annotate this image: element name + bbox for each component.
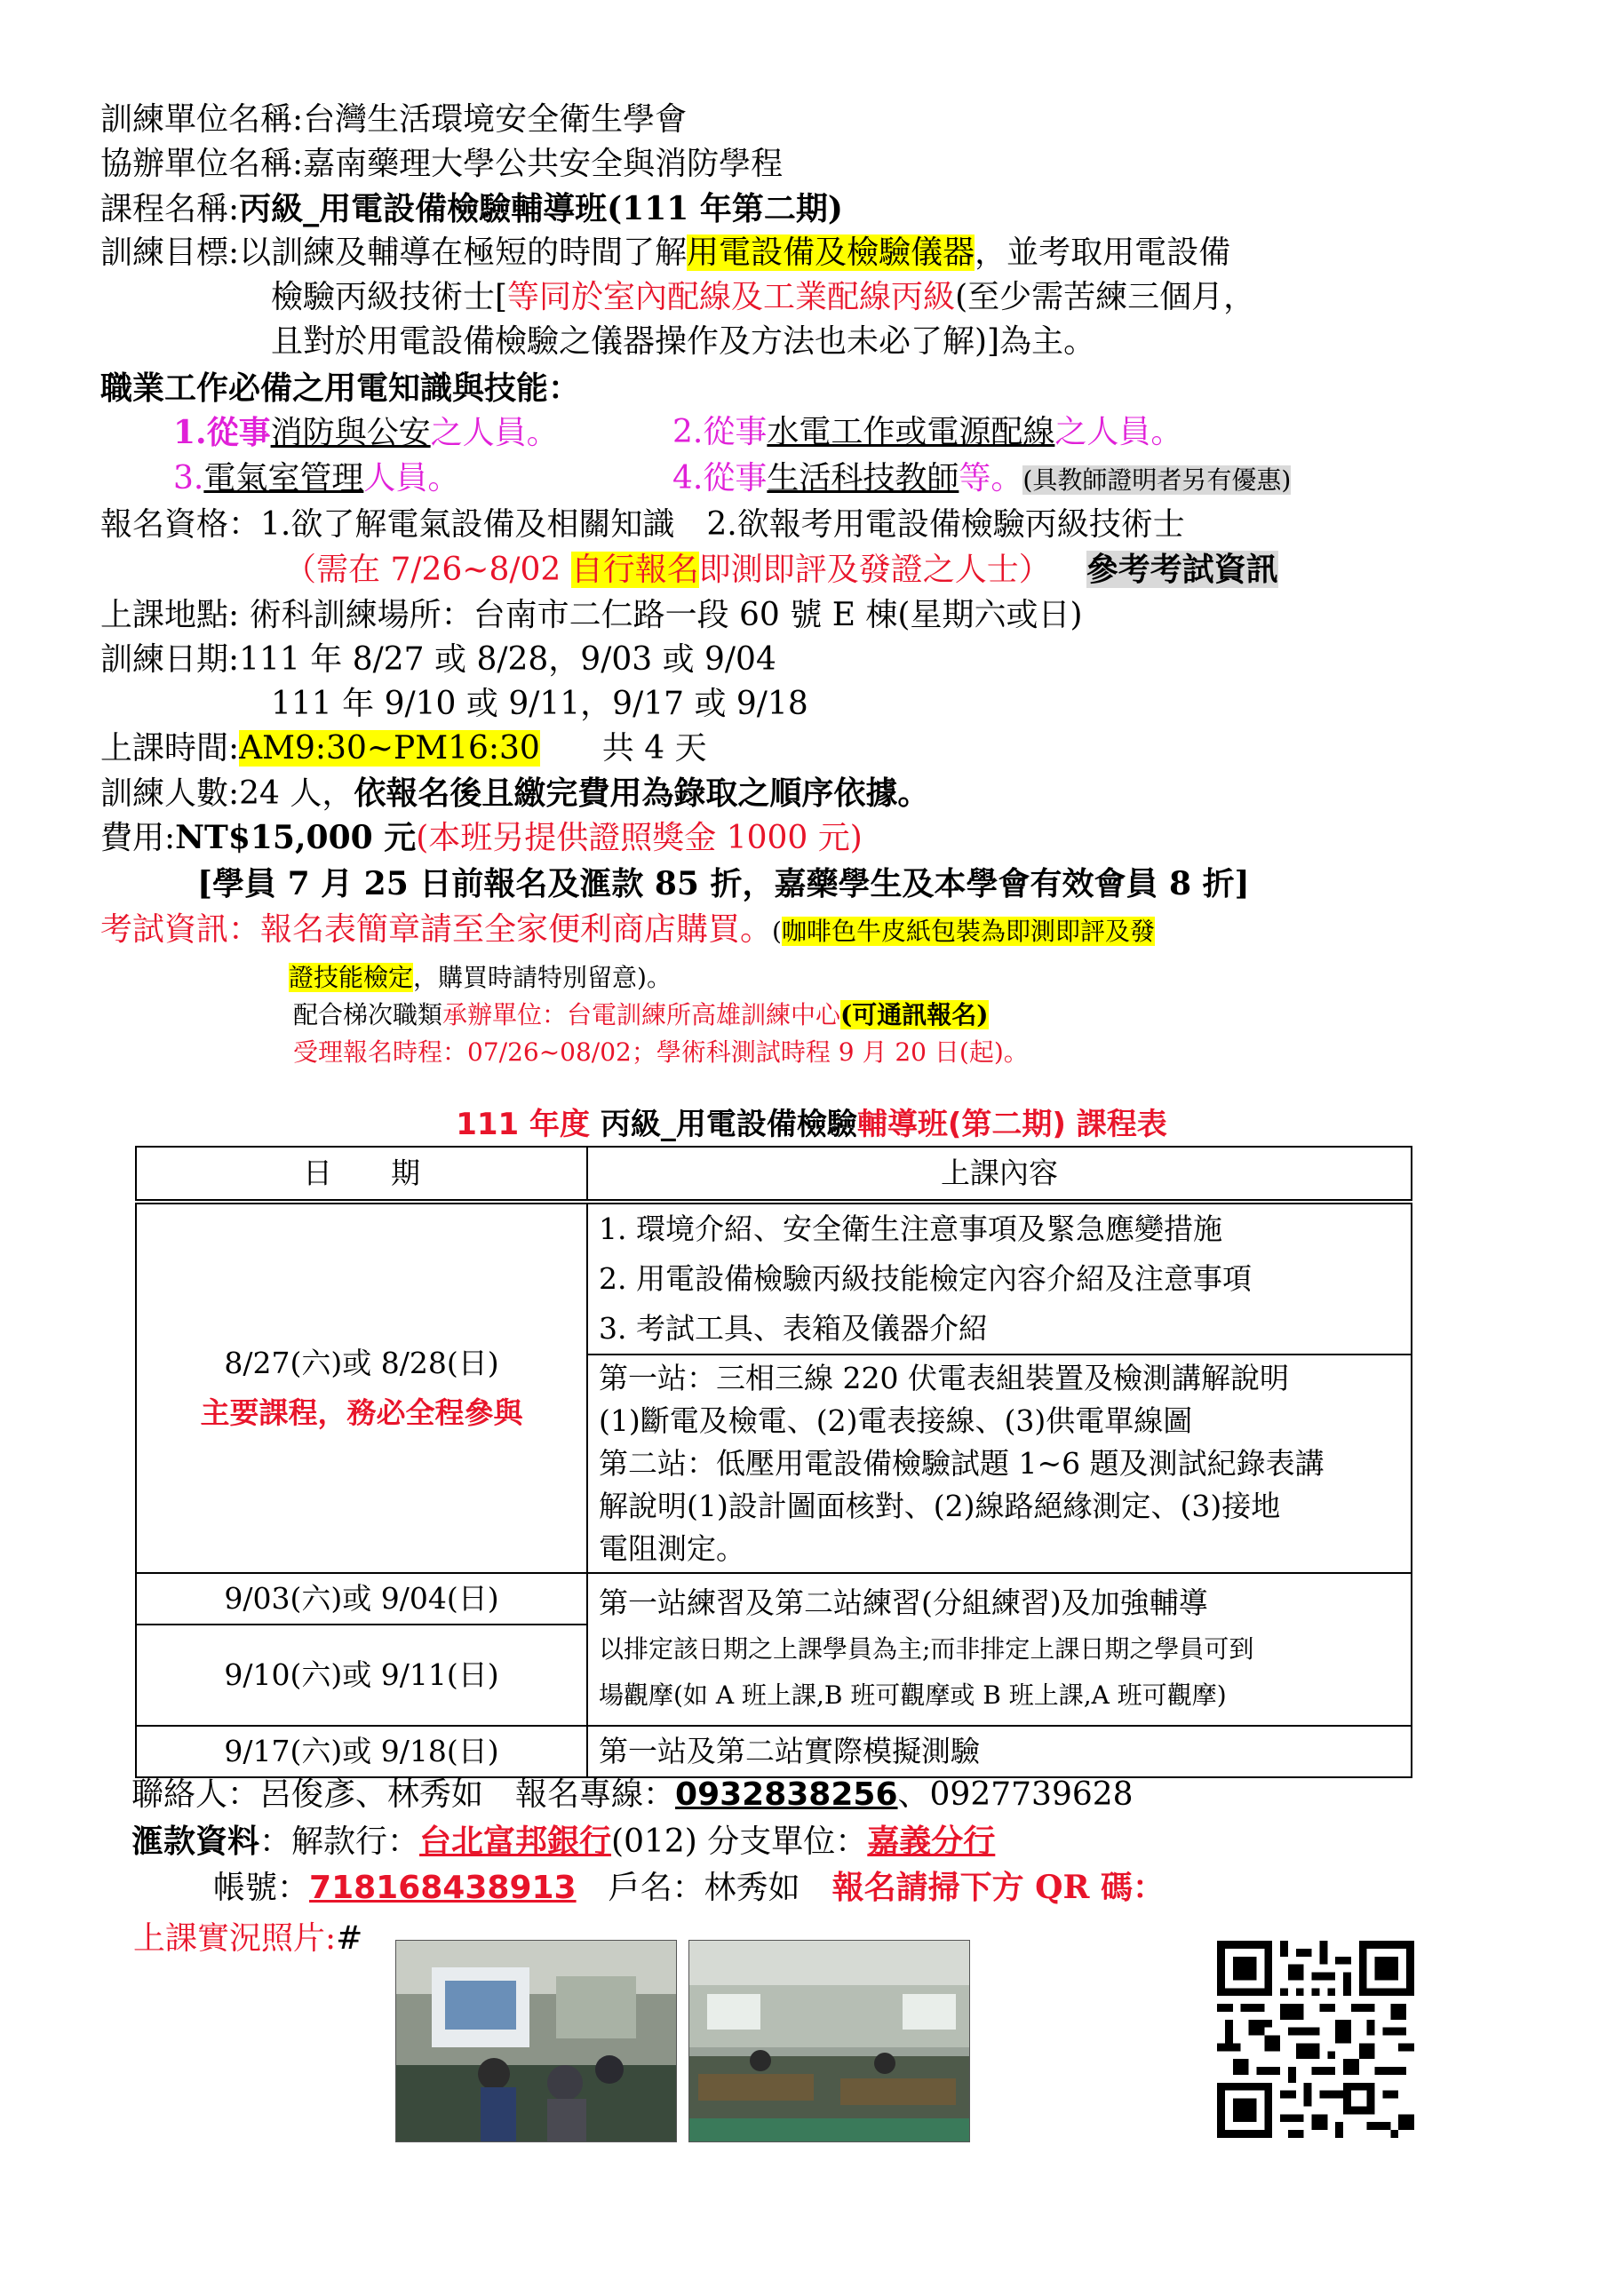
eligibility-text: 1.欲了解電氣設備及相關知識 2.欲報考用電設備檢驗丙級技術士 bbox=[260, 506, 1185, 543]
eligibility-highlight: 自行報名 bbox=[570, 552, 699, 588]
account-label: 帳號： bbox=[213, 1870, 310, 1906]
occupation-row-2 bbox=[173, 457, 459, 501]
occ-item-4-num: 4.從事 bbox=[672, 460, 768, 497]
exam-info-line-4: 受理報名時程：07/26~08/02；學術科測試時程 9 月 20 日(起)。 bbox=[293, 1037, 1029, 1067]
date-cell: 9/03(六)或 9/04(日) bbox=[136, 1573, 587, 1625]
row-2-content-1: 第一站練習及第二站練習(分組練習)及加強輔導 bbox=[599, 1585, 1208, 1620]
bank-field-label: ：解款行： bbox=[259, 1823, 420, 1860]
row-1-station-2-detail-2: 電阻測定。 bbox=[599, 1531, 745, 1566]
exam-info-text: 考試資訊：報名表簡章請至全家便利商店購買。 bbox=[100, 911, 773, 948]
contact bbox=[131, 1773, 1134, 1817]
eligibility-label: 報名資格： bbox=[100, 506, 261, 543]
time-value: AM9:30~PM16:30 bbox=[239, 730, 540, 767]
eligibility-note: 即測即評及發證之人士） bbox=[698, 552, 1051, 588]
contact-label: 聯絡人：呂俊彥、林秀如 報名專線： bbox=[131, 1776, 676, 1813]
course-name-line bbox=[100, 187, 843, 232]
occ-item-1-num: 1.從事 bbox=[173, 414, 271, 451]
fee-note: (本班另提供證照獎金 1000 元) bbox=[416, 820, 863, 856]
occ-item-4-end: 等。 bbox=[959, 460, 1023, 497]
registration-qr-code[interactable] bbox=[1217, 1941, 1414, 2138]
occ-item-3-end: 人員。 bbox=[363, 460, 460, 497]
fee-value: NT$15,000 元 bbox=[175, 819, 417, 856]
phone-primary[interactable]: 0932838256 bbox=[675, 1776, 898, 1813]
exam-highlight: 咖啡色牛皮紙包裝為即測即評及發 bbox=[781, 917, 1155, 946]
goal-text-3: 檢驗丙級技術士[ bbox=[271, 279, 508, 315]
schedule-title-year: 111 年度 bbox=[456, 1107, 601, 1142]
bank-branch: 嘉義分行 bbox=[867, 1823, 996, 1860]
goal-red-text: 等同於室內配線及工業配線丙級 bbox=[507, 279, 956, 315]
row-1-date: 8/27(六)或 8/28(日) bbox=[224, 1346, 499, 1380]
content-cell bbox=[587, 1573, 1412, 1726]
schedule-header-row bbox=[136, 1147, 1412, 1202]
goal-label: 訓練目標: bbox=[100, 234, 240, 271]
photos-label-line bbox=[133, 1917, 362, 1961]
class-photo-2 bbox=[688, 1940, 970, 2142]
eligibility-line-2 bbox=[284, 547, 1278, 592]
occ-item-1-end: 之人員。 bbox=[430, 415, 559, 451]
goal-text-4: (至少需苦練三個月， bbox=[955, 279, 1256, 315]
exam-note: ，購買時請特別留意)。 bbox=[413, 963, 672, 992]
row-1-station-1-detail: (1)斷電及檢電、(2)電表接線、(3)供電單線圖 bbox=[599, 1403, 1193, 1438]
content-cell bbox=[587, 1202, 1412, 1355]
bank-label: 滙款資料 bbox=[131, 1823, 260, 1860]
content-cell bbox=[587, 1355, 1412, 1573]
bank-info bbox=[131, 1819, 995, 1864]
occ-item-4-text: 生活科技教師 bbox=[767, 460, 959, 497]
eligibility-line-1 bbox=[100, 503, 1185, 547]
exam-highlight-2: 證技能檢定 bbox=[289, 963, 414, 992]
trainees-label: 訓練人數:24 人， bbox=[100, 775, 354, 812]
row-2-content-3: 場觀摩(如 A 班上課,B 班可觀摩或 B 班上課,A 班可觀摩) bbox=[599, 1680, 1227, 1710]
classroom-photo-2-image bbox=[689, 1941, 969, 2141]
col-date-header: 日 期 bbox=[136, 1147, 587, 1202]
fee bbox=[100, 815, 863, 861]
occ-item-4-note: (具教師證明者另有優惠) bbox=[1022, 465, 1292, 495]
trainees-note: 依報名後且繳完費用為錄取之順序依據。 bbox=[354, 775, 930, 812]
table-row bbox=[136, 1726, 1412, 1777]
time-label: 上課時間: bbox=[100, 730, 240, 767]
occupation-row-1 bbox=[173, 410, 559, 456]
occupation-row-1b bbox=[672, 410, 1182, 455]
phone-secondary[interactable]: 、0927739628 bbox=[897, 1776, 1134, 1813]
account-info bbox=[213, 1865, 1165, 1911]
occ-item-3-text: 電氣室管理 bbox=[203, 460, 364, 497]
date-cell: 9/10(六)或 9/11(日) bbox=[136, 1625, 587, 1726]
schedule-title bbox=[0, 1100, 1623, 1143]
exam-reference-link[interactable]: 參考考試資訊 bbox=[1086, 551, 1278, 588]
dates-line-2: 111 年 9/10 或 9/11，9/17 或 9/18 bbox=[271, 686, 808, 722]
col-content-header: 上課內容 bbox=[587, 1147, 1412, 1202]
table-row bbox=[136, 1202, 1412, 1355]
class-photo-1 bbox=[395, 1940, 677, 2142]
qr-note: 報名請掃下方 QR 碼： bbox=[831, 1869, 1165, 1906]
photos-label: 上課實況照片: bbox=[133, 1920, 337, 1957]
row-1-note: 主要課程，務必全程參與 bbox=[200, 1395, 523, 1430]
row-1-station-2: 第二站：低壓用電設備檢驗試題 1~6 題及測試紀錄表講 bbox=[599, 1446, 1325, 1481]
eligibility-period: （需在 7/26~8/02 bbox=[284, 552, 571, 588]
row-1-item-2: 2. 用電設備檢驗丙級技能檢定內容介紹及注意事項 bbox=[599, 1261, 1252, 1296]
schedule-title-rest: 輔導班(第二期) 課程表 bbox=[856, 1107, 1167, 1142]
goal-line-1 bbox=[100, 231, 1230, 275]
row-1-station-1: 第一站：三相三線 220 伏電表組裝置及檢測講解說明 bbox=[599, 1361, 1289, 1395]
goal-text: 以訓練及輔導在極短的時間了解 bbox=[239, 234, 688, 271]
goal-highlight: 用電設備及檢驗儀器 bbox=[687, 234, 975, 271]
row-1-item-1: 1. 環境介紹、安全衛生注意事項及緊急應變措施 bbox=[599, 1212, 1222, 1246]
exam-paren: ( bbox=[772, 917, 782, 946]
exam-info-line-1 bbox=[100, 908, 1155, 954]
schedule-title-course: 丙級_用電設備檢驗 bbox=[600, 1107, 857, 1142]
qr-code-icon bbox=[1217, 1941, 1414, 2138]
occ-item-1-text: 消防與公安 bbox=[270, 415, 431, 451]
goal-line-2 bbox=[271, 275, 1255, 320]
exam-mail-apply: (可通訊報名) bbox=[840, 1000, 989, 1029]
schedule-table bbox=[135, 1146, 1412, 1778]
goal-text-2: ，並考取用電設備 bbox=[975, 234, 1231, 271]
occupation-title: 職業工作必備之用電知識與技能： bbox=[100, 369, 581, 407]
table-row bbox=[136, 1573, 1412, 1625]
location: 上課地點: 術科訓練場所：台南市二仁路一段 60 號 E 棟(星期六或日) bbox=[100, 597, 1083, 633]
occ-item-2-end: 之人員。 bbox=[1054, 414, 1183, 450]
row-2-content-2: 以排定該日期之上課學員為主;而非排定上課日期之學員可到 bbox=[599, 1634, 1254, 1664]
classroom-photo-1-image bbox=[396, 1941, 676, 2141]
account-number: 718168438913 bbox=[309, 1870, 577, 1906]
exam-organizer: 承辦單位：台電訓練所高雄訓練中心 bbox=[442, 1000, 841, 1029]
trainees bbox=[100, 771, 929, 816]
date-cell: 9/17(六)或 9/18(日) bbox=[136, 1726, 587, 1777]
bank-name: 台北富邦銀行 bbox=[419, 1823, 612, 1860]
course-label: 課程名稱: bbox=[100, 191, 240, 227]
exam-category: 配合梯次職類 bbox=[293, 1000, 443, 1029]
course-name: 丙級_用電設備檢驗輔導班(111 年第二期) bbox=[239, 190, 843, 227]
goal-line-3: 且對於用電設備檢驗之儀器操作及方法也未必了解)]為主。 bbox=[271, 323, 1096, 360]
photos-mark: # bbox=[336, 1920, 363, 1957]
fee-label: 費用: bbox=[100, 820, 176, 856]
co-unit: 協辦單位名稱:嘉南藥理大學公共安全與消防學程 bbox=[100, 146, 784, 182]
training-unit: 訓練單位名稱:台灣生活環境安全衛生學會 bbox=[100, 101, 688, 138]
fee-discount: [學員 7 月 25 日前報名及滙款 85 折，嘉藥學生及本學會有效會員 8 折] bbox=[197, 865, 1250, 902]
time-days: 共 4 天 bbox=[601, 730, 707, 767]
date-cell bbox=[136, 1202, 587, 1573]
row-1-item-3: 3. 考試工具、表箱及儀器介紹 bbox=[599, 1311, 988, 1346]
occ-item-3-num: 3. bbox=[173, 460, 204, 497]
class-time bbox=[100, 727, 707, 771]
account-name: 戶名：林秀如 bbox=[576, 1870, 832, 1906]
occupation-row-2b bbox=[672, 457, 1291, 503]
occ-item-2-num: 2.從事 bbox=[672, 414, 768, 450]
row-1-station-2-detail: 解說明(1)設計圖面核對、(2)線路絕緣測定、(3)接地 bbox=[599, 1489, 1281, 1523]
bank-code: (012) 分支單位： bbox=[611, 1823, 868, 1860]
dates-line-1: 訓練日期:111 年 8/27 或 8/28，9/03 或 9/04 bbox=[100, 641, 776, 678]
occ-item-2-text: 水電工作或電源配線 bbox=[767, 414, 1055, 450]
content-cell: 第一站及第二站實際模擬測驗 bbox=[587, 1726, 1412, 1777]
